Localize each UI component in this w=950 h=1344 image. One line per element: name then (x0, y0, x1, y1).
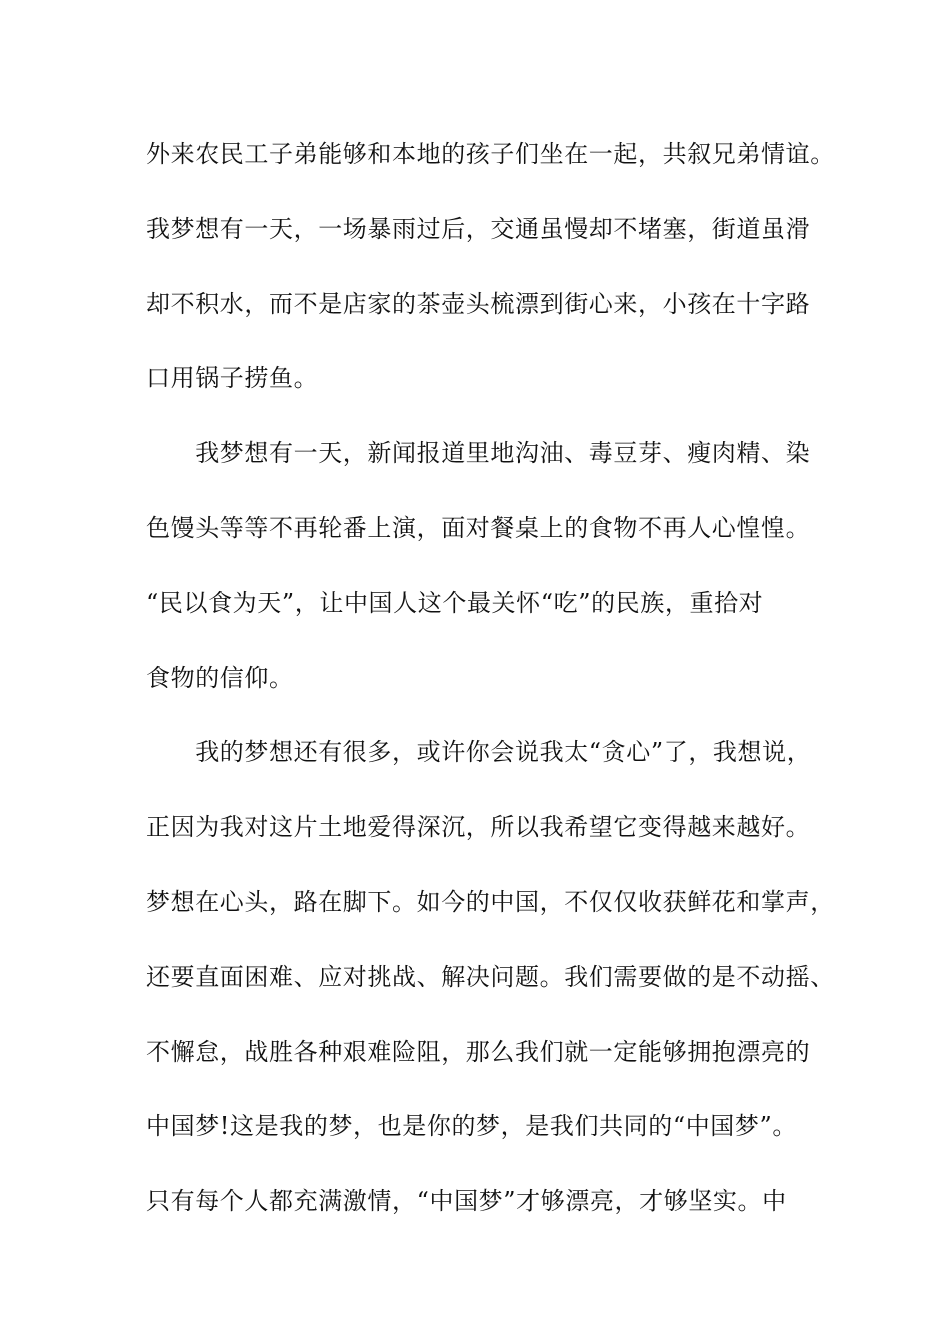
text-line: 口用锅子捞鱼。 (146, 364, 319, 393)
text-line: 只有每个人都充满激情，“中国梦”才够漂亮，才够坚实。中 (146, 1187, 787, 1216)
text-line: 我的梦想还有很多，或许你会说我太“贪心”了，我想说， (146, 738, 812, 767)
text-line: 却不积水，而不是店家的茶壶头梳漂到街心来，小孩在十字路 (146, 289, 811, 318)
text-line: 正因为我对这片土地爱得深沉，所以我希望它变得越来越好。 (146, 813, 811, 842)
text-line: 食物的信仰。 (146, 663, 294, 692)
body-text (146, 128, 836, 1250)
text-line: 我梦想有一天，一场暴雨过后，交通虽慢却不堵塞，街道虽滑 (146, 214, 811, 243)
text-line: 外来农民工子弟能够和本地的孩子们坐在一起，共叙兄弟情谊。 (146, 140, 835, 168)
text-line: 还要直面困难、应对挑战、解决问题。我们需要做的是不动摇、 (146, 962, 835, 991)
text-line: 色馒头等等不再轮番上演，面对餐桌上的食物不再人心惶惶。 (146, 513, 811, 542)
text-line: 我梦想有一天，新闻报道里地沟油、毒豆芽、瘦肉精、染 (146, 439, 811, 468)
text-line: 梦想在心头，路在脚下。如今的中国，不仅仅收获鲜花和掌声， (146, 887, 835, 916)
text-line: “民以食为天”，让中国人这个最关怀“吃”的民族，重拾对 (146, 588, 764, 617)
text-line: 不懈怠，战胜各种艰难险阻，那么我们就一定能够拥抱漂亮的 (146, 1037, 811, 1066)
text-line: 中国梦!这是我的梦，也是你的梦，是我们共同的“中国梦”。 (146, 1112, 797, 1141)
